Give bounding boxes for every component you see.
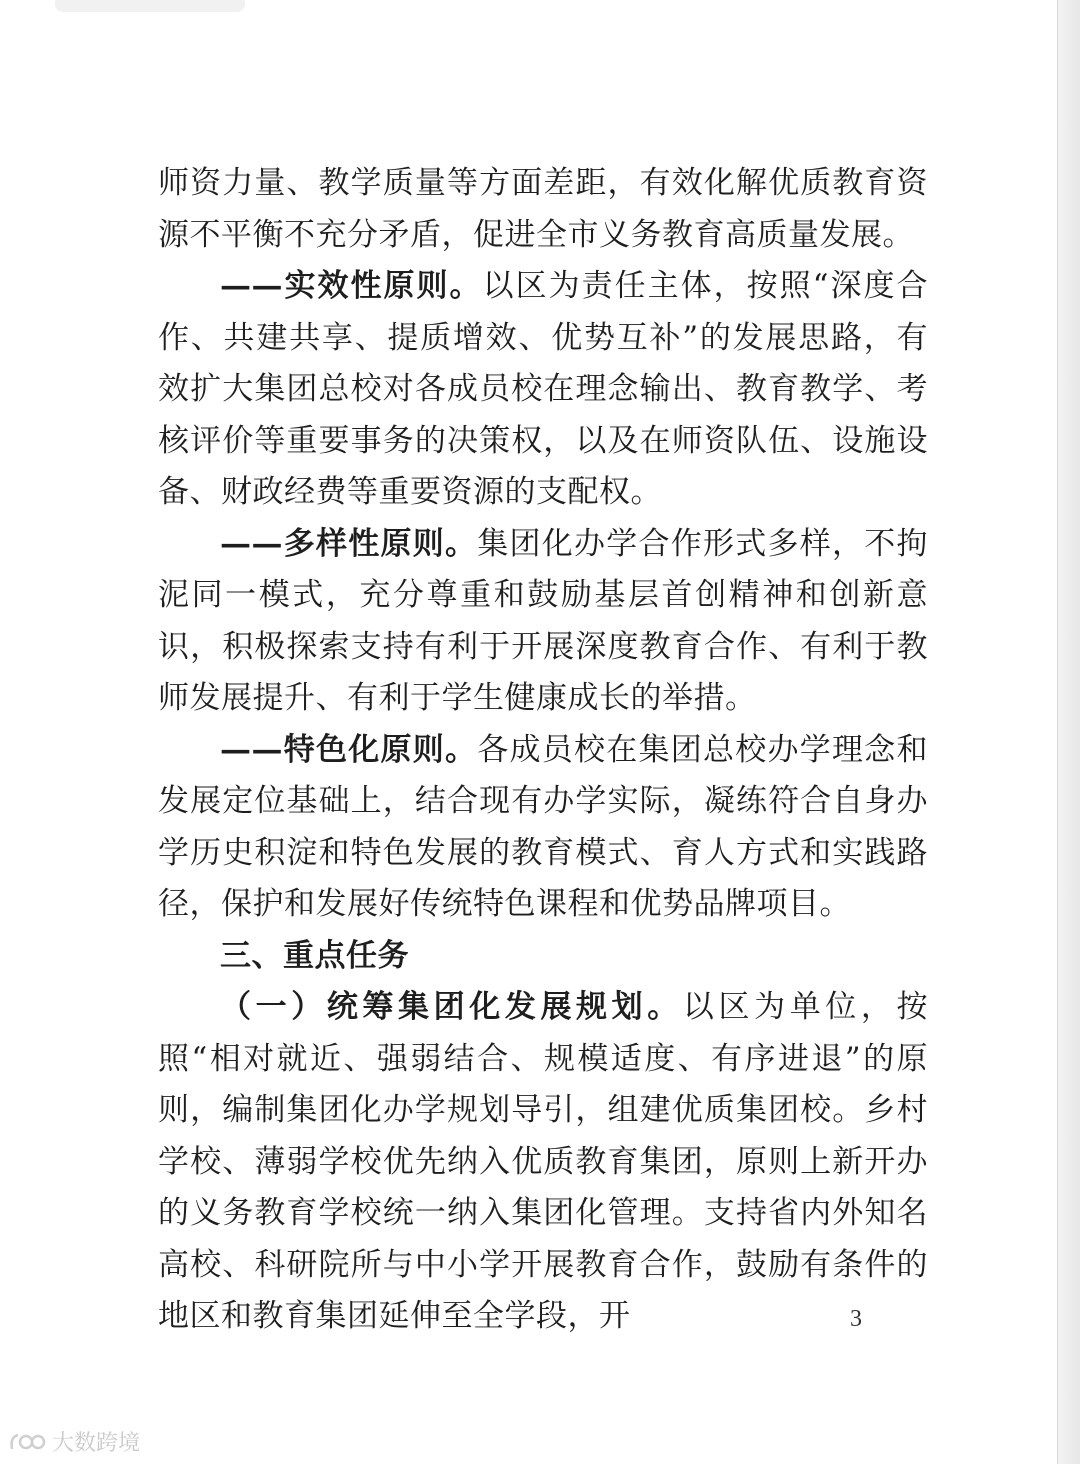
- paragraph-text: 以区为单位，按照“相对就近、强弱结合、规模适度、有序进退”的原则，编制集团化办学规划导引，组建优质集团校。乡村学校、薄弱学校优先纳入优质教育集团，原则上新开办的义务教育学校统一纳入集团化管理。支持省内外知名高校、科研院所与中小学开展教育合作，鼓励有条件的地区和教育集团延伸至全学段，开: [158, 989, 929, 1334]
- watermark-text: 大数跨境: [52, 1431, 141, 1456]
- top-bar: [55, 0, 245, 12]
- paragraph-text: 各成员校在集团总校办学理念和发展定位基础上，结合现有办学实际，凝练符合自身办学历史积淀和特色发展的教育模式、育人方式和实践路径，保护和发展好传统特色课程和优势品牌项目。: [158, 731, 928, 922]
- principle-lead: ——特色化原则。: [220, 731, 478, 768]
- page-edge: [1057, 0, 1080, 1464]
- task-lead: （一）统筹集团化发展规划。: [220, 989, 683, 1025]
- section-heading: 三、重点任务: [220, 937, 409, 974]
- paragraph-specialization-principle: [158, 725, 928, 931]
- paragraph-text: 师资力量、教学质量等方面差距，有效化解优质教育资源不平衡不充分矛盾，促进全市义务教育高质量发展。: [158, 165, 928, 253]
- document-body: [158, 158, 928, 1343]
- paragraph-task-1: [158, 982, 928, 1343]
- paragraph-effectiveness-principle: [158, 261, 928, 519]
- paragraph-text: 集团化办学合作形式多样，不拘泥同一模式，充分尊重和鼓励基层首创精神和创新意识，积极探索支持有利于开展深度教育合作、有利于教师发展提升、有利于学生健康成长的举措。: [158, 525, 928, 716]
- bilibili-style-logo-icon: [8, 1429, 48, 1455]
- watermark: [8, 1426, 140, 1457]
- principle-lead: ——实效性原则。: [220, 268, 483, 304]
- paragraph-intro: [158, 158, 928, 261]
- paragraph-text: 以区为责任主体，按照“深度合作、共建共享、提质增效、优势互补”的发展思路，有效扩大集团总校对各成员校在理念输出、教育教学、考核评价等重要事务的决策权，以及在师资队伍、设施设备、财政经费等重要资源的支配权。: [158, 268, 929, 510]
- principle-lead: ——多样性原则。: [220, 525, 478, 562]
- page-number: 3: [850, 1306, 862, 1332]
- paragraph-diversity-principle: [158, 519, 928, 725]
